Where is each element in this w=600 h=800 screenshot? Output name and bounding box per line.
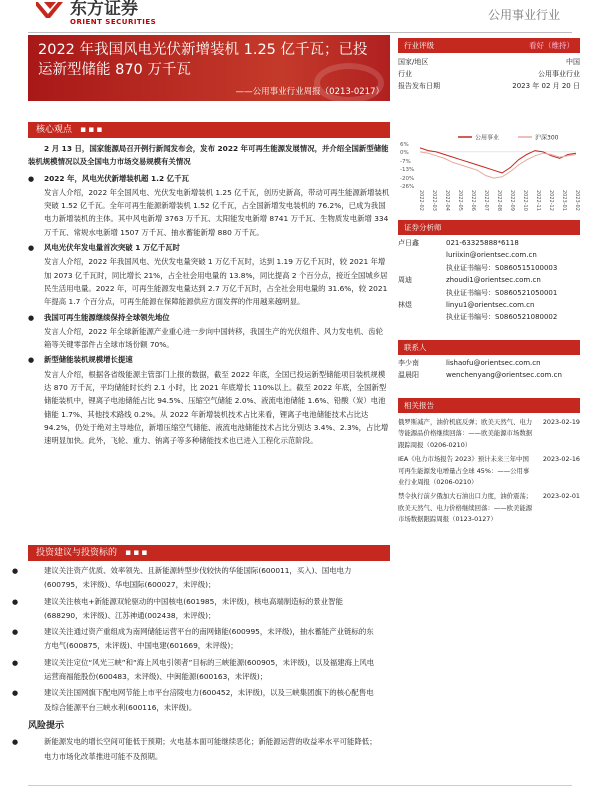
related-report[interactable] (398, 491, 580, 525)
x-tick-label: 2023-02 (574, 190, 580, 211)
investment-label: 投资建议与投资标的 (36, 548, 118, 558)
legend-label: 公用事业 (475, 134, 500, 142)
rating-row (398, 56, 580, 68)
investment-item: ● 建议关注资产优质、效率领先、且新能源转型步伐较快的华能国际(600011，买入)、国电电力(600795，未评级)、华电国际(600027，未评级)； (28, 564, 380, 592)
investment-item: ● 建议关注国网旗下配电网节能上市平台涪陵电力(600452，未评级)，以及三峡集团旗下的核心配售电及综合能源平台三峡水利(600116，未评级)。 (28, 686, 380, 714)
rating-row (398, 68, 580, 80)
x-tick-label: 2022-07 (483, 190, 489, 211)
footer-divider (28, 785, 572, 786)
logo-text: 东方证券 (70, 0, 138, 19)
contact-email[interactable]: lishaofu@orientsec.com.cn (446, 359, 541, 367)
y-tick-label: -7% (400, 159, 411, 166)
analyst-name: 林煜 (398, 301, 412, 310)
contact (398, 369, 580, 381)
investment-list (28, 564, 380, 714)
x-tick-label: 2022-06 (470, 190, 476, 211)
analysts-list (398, 237, 580, 324)
x-tick-label: 2022-10 (522, 190, 528, 211)
core-view-label: 核心观点 (36, 125, 73, 135)
analyst-email[interactable]: linyu1@orientsec.com.cn (446, 301, 535, 310)
core-view-bar: 核心观点 ▪▪▪ (28, 122, 390, 138)
investment-bar: 投资建议与投资标的 ▪▪▪ (28, 545, 390, 561)
contact-email[interactable]: wenchenyang@orientsec.com.cn (446, 371, 562, 380)
y-tick-label: -13% (400, 166, 415, 173)
performance-chart (398, 132, 580, 212)
analyst (398, 274, 580, 299)
rating-value: 公用事业行业 (538, 70, 580, 78)
rating-value: 中国 (566, 58, 580, 66)
company-logo-icon (36, 0, 66, 20)
investment-item: ● 建议关注通过资产重组成为南网储能运营平台的南网储能(600995，未评级)，抽水蓄能产业链标的东方电气(600875，未评级)、中国电建(601669，未评级)； (28, 625, 380, 653)
related-report-title[interactable]: 禁令执行前夕俄加大石油出口力度，油价震荡；欧美天然气、电力价格继续回落：——欧美能源市场数据跟踪周报（0123-0127） (398, 492, 533, 524)
contact-name: 温晨阳 (398, 371, 419, 380)
analyst-phone: 021-63325888*6118 (446, 239, 519, 247)
related-bar (398, 398, 580, 413)
industry-tag: 公用事业行业 (487, 8, 560, 22)
rating-bar-label: 行业评级 (404, 41, 434, 50)
related-bar-label: 相关报告 (404, 401, 434, 410)
point-heading: ● 我国可再生能源继续保持全球领先地位 (28, 311, 390, 325)
logo-subtext: ORIENT SECURITIES (70, 18, 157, 26)
related-report[interactable] (398, 454, 580, 488)
core-intro: 2 月 13 日，国家能源局召开例行新闻发布会，发布 2022 年可再生能源发展情况，并介绍全国新型储能装机规模情况以及全国电力市场交易规模有关情况 (28, 144, 389, 167)
analyst-license: 执业证书编号：S0860521080002 (446, 313, 558, 322)
analyst (398, 237, 580, 274)
point-body: 发言人介绍，根据各省级能源主管部门上报的数据，截至 2022 年底，全国已投运新型储能项目装机规模达 870 万千瓦，平均储能时长约 2.1 小时，比 2021 年底增长 110%以上。截至 2022 年底，全国新型储能装机中，锂离子电池储能占比 94.5%、压缩空气储能 2.0%、液流电池储能 1.6%、铅酸（炭）电池储能 1.7%、其他技术路线 0.2%。从 2022 年新增装机技术占比来看，锂离子电池储能技术占比达 94.2%，仍处于绝对主导地位，新增压缩空气储能、液流电池储能技术占比分别达 3.4%、2.3%，占比增速明显加快。此外，飞轮、重力、钠离子等多种储能技术也已进入工程化示范阶段。 (44, 369, 389, 446)
title-banner (28, 35, 390, 101)
rating-value: 看好（维持） (529, 41, 574, 50)
investment-item: ● 建议关注定位“风光三峡”和“海上风电引领者”目标的三峡能源(600905，未评级)，以及福建海上风电运营商福能股份(600483，未评级)、中闽能源(600163，未评级)； (28, 656, 380, 684)
report-subtitle: ——公用事业行业周报（0213-0217） (235, 87, 384, 97)
contacts-bar-label: 联系人 (404, 343, 427, 352)
risk-section (28, 720, 380, 763)
rating-key: 报告发布日期 (398, 82, 440, 90)
y-tick-label: -20% (400, 176, 415, 183)
x-tick-label: 2022-02 (418, 190, 424, 211)
analyst-email[interactable]: luriixin@orientsec.com.cn (446, 251, 537, 260)
y-tick-label: -26% (400, 184, 415, 190)
y-tick-label: 0% (400, 149, 409, 156)
rating-bar (398, 38, 580, 53)
rating-value: 2023 年 02 月 20 日 (512, 82, 580, 90)
rating-key: 国家/地区 (398, 58, 429, 66)
x-tick-label: 2022-12 (548, 190, 554, 211)
x-tick-label: 2022-09 (509, 190, 515, 211)
point-heading: ● 新型储能装机规模增长提速 (28, 353, 390, 367)
analysts-bar-label: 证券分析师 (404, 223, 442, 232)
contact-name: 李少南 (398, 359, 419, 367)
analyst-name: 周迪 (398, 276, 412, 285)
x-tick-label: 2022-05 (457, 190, 463, 211)
x-tick-label: 2022-03 (431, 190, 437, 211)
risk-title: 风险提示 (28, 721, 65, 731)
analyst-email[interactable]: zhoudi1@orientsec.com.cn (446, 276, 541, 285)
analyst (398, 299, 580, 324)
rating-row (398, 80, 580, 92)
related-report-date: 2023-02-19 (542, 418, 580, 426)
investment-item: ● 建议关注核电+新能源双轮驱动的中国核电(601985，未评级)，核电高端制造标的景业智能(688290，未评级)、江苏神通(002438，未评级)； (28, 595, 380, 623)
analyst-license: 执业证书编号：S0860515100003 (446, 263, 558, 272)
x-tick-label: 2023-01 (561, 190, 567, 211)
point-heading: ● 2022 年，风电光伏新增装机超 1.2 亿千瓦 (28, 172, 390, 186)
analyst-name: 卢日鑫 (398, 239, 419, 247)
y-tick-label: 6% (400, 142, 409, 148)
legend-label: 沪深300 (535, 134, 559, 142)
report-title: 2022 年我国风电光伏新增装机 1.25 亿千瓦；已投运新型储能 870 万千瓦 (38, 42, 368, 78)
related-report-date: 2023-02-01 (542, 492, 580, 501)
analysts-bar (398, 220, 580, 235)
risk-item: ● 新能源发电的增长空间可能低于预期；火电基本面可能继续恶化；新能源运营的收益率水平可能降低；电力市场化改革推进可能不及预期。 (28, 735, 380, 763)
x-tick-label: 2022-08 (496, 190, 502, 211)
analyst-license: 执业证书编号：S0860521050001 (446, 288, 558, 297)
x-tick-label: 2022-11 (535, 190, 541, 211)
related-report-title[interactable]: 俄罗斯减产，油价机底反弹；欧美天然气、电力等能源品价格继续回落：——欧美能源市场数据跟踪周报（0206-0210） (398, 418, 533, 449)
point-body: 发言人介绍，2022 年全国风电、光伏发电新增装机 1.25 亿千瓦，创历史新高，带动可再生能源新增装机突破 1.52 亿千瓦。全年可再生能源新增装机 1.52 亿千瓦，占全国新增发电装机的 76.2%，已成为我国电力新增装机的主体。其中风电新增 3763 万千瓦、太阳能发电新增 8741 万千瓦、生物质发电新增 334 万千瓦、常规水电新增 1507 万千瓦、抽水蓄能新增 880 万千瓦。 (44, 187, 390, 237)
rating-table (398, 56, 580, 92)
related-report[interactable] (398, 417, 580, 451)
contacts-bar (398, 340, 580, 355)
related-report-title[interactable]: IEA《电力市场报告 2023》预计未来三年中国可再生能源发电增量占全球 45%：——公用事业行业周报（0206-0210） (398, 455, 530, 487)
rating-key: 行业 (398, 70, 412, 78)
point-body: 发言人介绍，2022 年我国风电、光伏发电量突破 1 万亿千瓦时，达到 1.19 万亿千瓦时，较 2021 年增加 2073 亿千瓦时，同比增长 21%，占全社会用电量的 13.8%，同比提高 2 个百分点，接近全国城乡居民生活用电量。2022 年，可再生能源发电量达到 2.7 万亿千瓦时，占全社会用电量的 31.6%，较 2021 年提高 1.7 个百分点，可再生能源在保障能源供应方面发挥的作用越来越明显。 (44, 257, 388, 307)
header-divider (28, 32, 572, 33)
related-report-date: 2023-02-16 (542, 455, 580, 464)
x-tick-label: 2022-04 (444, 190, 450, 211)
point-heading: ● 风电光伏年发电量首次突破 1 万亿千瓦时 (28, 241, 390, 255)
core-view-body (28, 142, 390, 448)
point-body: 发言人介绍，2022 年全球新能源产业重心进一步向中国转移，我国生产的光伏组件、风力发电机、齿轮箱等关键零部件占全球市场份额 70%。 (44, 326, 383, 350)
related-list (398, 417, 580, 526)
contacts-list (398, 357, 580, 382)
contact (398, 357, 580, 369)
